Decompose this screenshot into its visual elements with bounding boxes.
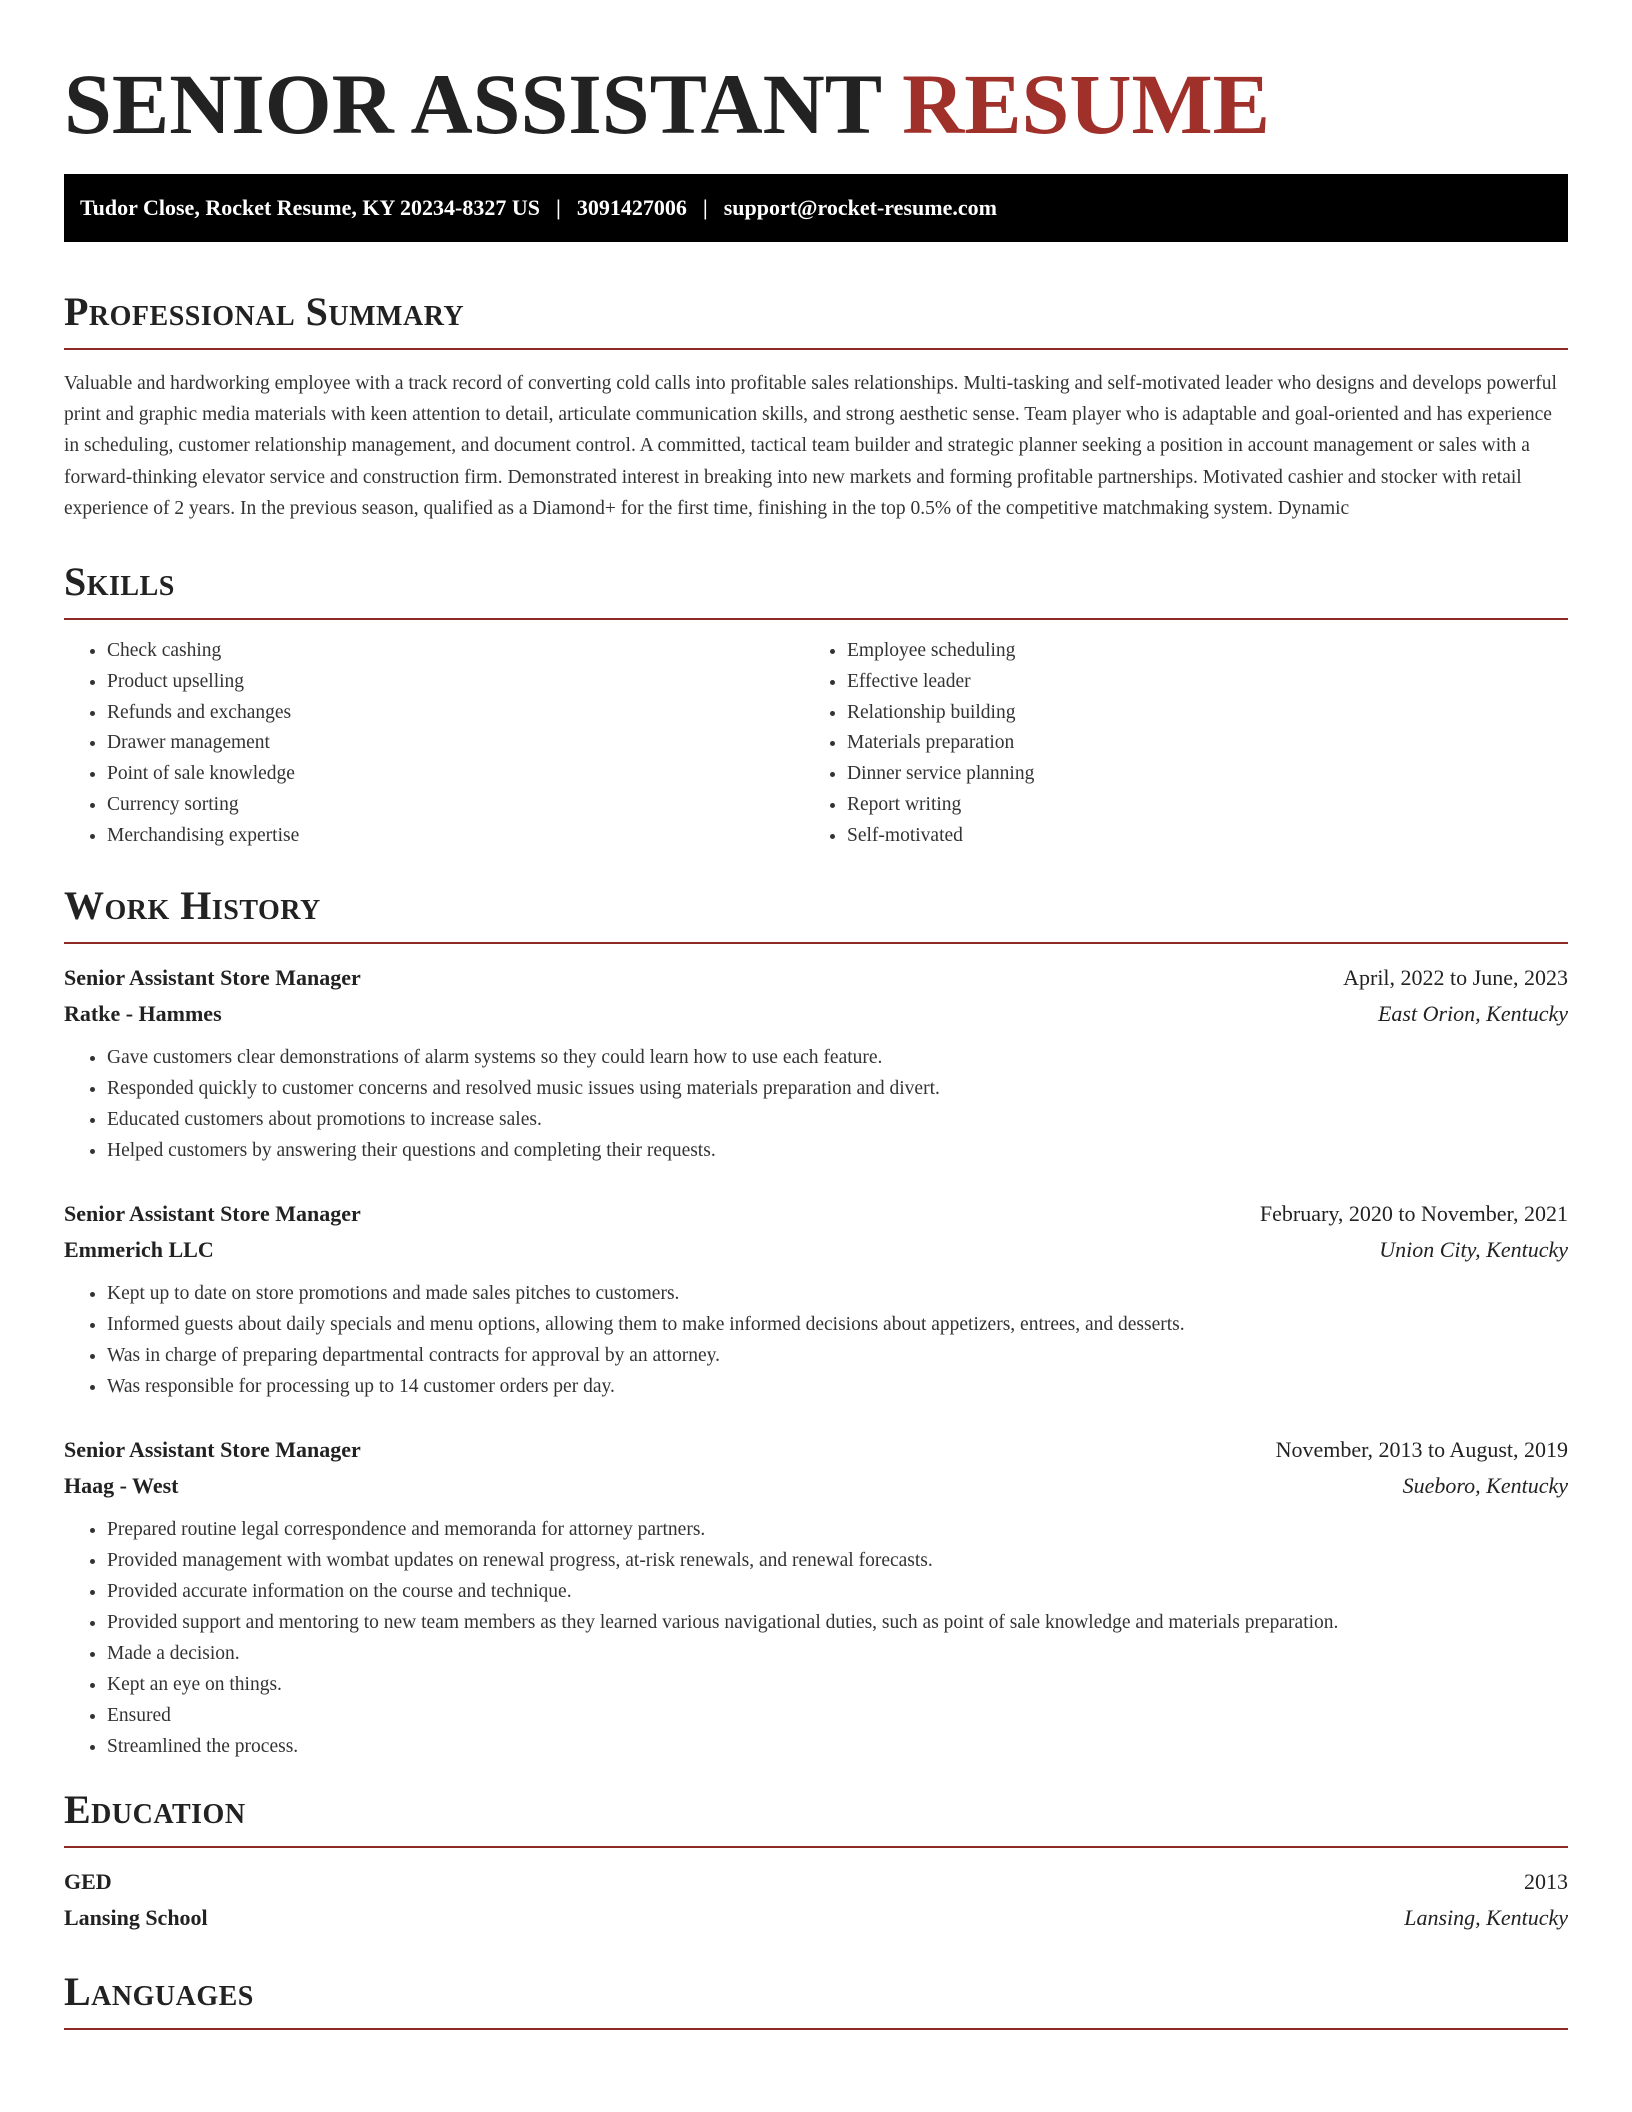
duty-item: • Prepared routine legal correspondence and memoranda for attorney partners.: [107, 1514, 1568, 1545]
skill-item: • Refunds and exchanges: [107, 698, 804, 729]
contact-bar: [64, 174, 1568, 242]
job-duties: [64, 1042, 1568, 1166]
duty-item: • Kept up to date on store promotions and made sales pitches to customers.: [107, 1278, 1568, 1309]
education-location: Lansing, Kentucky: [1404, 1904, 1568, 1930]
skill-item: • Currency sorting: [107, 790, 804, 821]
job-location: Union City, Kentucky: [1379, 1236, 1568, 1262]
job-location: East Orion, Kentucky: [1377, 1000, 1568, 1026]
skills-section: [64, 554, 1568, 852]
languages-section: [64, 1964, 1568, 2030]
contact-email: support@rocket-resume.com: [723, 195, 997, 220]
duty-item: • Provided support and mentoring to new team members as they learned various navigational duties, such as point of sale knowledge and materials preparation.: [107, 1607, 1568, 1638]
duty-item: • Streamlined the process.: [107, 1731, 1568, 1762]
job-dates: April, 2022 to June, 2023: [1343, 964, 1568, 990]
job-company: Emmerich LLC: [64, 1236, 214, 1262]
education-year: 2013: [1524, 1868, 1568, 1894]
section-divider: [64, 1846, 1568, 1848]
duty-item: • Educated customers about promotions to increase sales.: [107, 1104, 1568, 1135]
skills-column-right: [804, 636, 1544, 852]
skill-item: • Relationship building: [847, 698, 1544, 729]
duty-item: • Was in charge of preparing departmental contracts for approval by an attorney.: [107, 1340, 1568, 1371]
job-dates: February, 2020 to November, 2021: [1259, 1200, 1568, 1226]
contact-separator: |: [555, 195, 561, 220]
section-divider: [64, 2028, 1568, 2030]
duty-item: • Gave customers clear demonstrations of alarm systems so they could learn how to use each feature.: [107, 1042, 1568, 1073]
duty-item: • Made a decision.: [107, 1638, 1568, 1669]
skill-item: • Employee scheduling: [847, 636, 1544, 667]
skills-column-left: [64, 636, 804, 852]
title-main: SENIOR ASSISTANT: [64, 56, 881, 152]
job-duties: [64, 1278, 1568, 1402]
job-entry: [64, 1196, 1568, 1402]
job-company: Haag - West: [64, 1472, 179, 1498]
job-dates: November, 2013 to August, 2019: [1275, 1436, 1568, 1462]
title-accent: RESUME: [902, 56, 1271, 152]
contact-separator: |: [702, 195, 708, 220]
duty-item: • Was responsible for processing up to 14 customer orders per day.: [107, 1371, 1568, 1402]
education-section: [64, 1782, 1568, 1936]
work-history-section: [64, 878, 1568, 1762]
skill-item: • Drawer management: [107, 728, 804, 759]
skill-item: • Merchandising expertise: [107, 821, 804, 852]
contact-phone: 3091427006: [576, 195, 687, 220]
education-entry: [64, 1864, 1568, 1936]
job-title: Senior Assistant Store Manager: [64, 1200, 361, 1226]
duty-item: • Helped customers by answering their questions and completing their requests.: [107, 1135, 1568, 1166]
skill-item: • Report writing: [847, 790, 1544, 821]
skill-item: • Self-motivated: [847, 821, 1544, 852]
skills-list: [64, 636, 1568, 852]
skill-item: • Point of sale knowledge: [107, 759, 804, 790]
section-divider: [64, 618, 1568, 620]
skill-item: • Product upselling: [107, 667, 804, 698]
education-degree: GED: [64, 1868, 112, 1894]
contact-address: Tudor Close, Rocket Resume, KY 20234-8327 US: [80, 195, 540, 220]
job-duties: [64, 1514, 1568, 1762]
section-heading-skills: Skills: [64, 559, 175, 605]
summary-section: [64, 284, 1568, 524]
job-entry: [64, 1432, 1568, 1762]
duty-item: • Kept an eye on things.: [107, 1669, 1568, 1700]
job-entry: [64, 960, 1568, 1166]
job-title: Senior Assistant Store Manager: [64, 1436, 361, 1462]
duty-item: • Responded quickly to customer concerns and resolved music issues using materials preparation and divert.: [107, 1073, 1568, 1104]
skill-item: • Effective leader: [847, 667, 1544, 698]
skill-item: • Materials preparation: [847, 728, 1544, 759]
section-heading-education: Education: [64, 1786, 246, 1832]
education-school: Lansing School: [64, 1904, 208, 1930]
resume-title: [64, 54, 1568, 154]
section-heading-languages: Languages: [64, 1968, 254, 2014]
job-title: Senior Assistant Store Manager: [64, 964, 361, 990]
skill-item: • Check cashing: [107, 636, 804, 667]
duty-item: • Ensured: [107, 1700, 1568, 1731]
job-location: Sueboro, Kentucky: [1402, 1472, 1568, 1498]
job-company: Ratke - Hammes: [64, 1000, 222, 1026]
duty-item: • Provided management with wombat updates on renewal progress, at-risk renewals, and renewal forecasts.: [107, 1545, 1568, 1576]
duty-item: • Provided accurate information on the course and technique.: [107, 1576, 1568, 1607]
summary-text: Valuable and hardworking employee with a track record of converting cold calls into profitable sales relationships. Multi-tasking and self-motivated leader who designs and develops powerful print and graphic media materials with keen attention to detail, articulate communication skills, and strong aesthetic sense. Team player who is adaptable and goal-oriented and has experience in scheduling, customer relationship management, and document control. A committed, tactical team builder and strategic planner seeking a position in account management or sales with a forward-thinking elevator service and construction firm. Demonstrated interest in breaking into new markets and forming profitable partnerships. Motivated cashier and stocker with retail experience of 2 years. In the previous season, qualified as a Diamond+ for the first time, finishing in the top 0.5% of the competitive matchmaking system. Dynamic: [64, 373, 1557, 519]
section-divider: [64, 348, 1568, 350]
section-heading-work: Work History: [64, 882, 321, 928]
section-heading-summary: Professional Summary: [64, 289, 465, 334]
skill-item: • Dinner service planning: [847, 759, 1544, 790]
section-divider: [64, 942, 1568, 944]
duty-item: • Informed guests about daily specials and menu options, allowing them to make informed decisions about appetizers, entrees, and desserts.: [107, 1309, 1568, 1340]
